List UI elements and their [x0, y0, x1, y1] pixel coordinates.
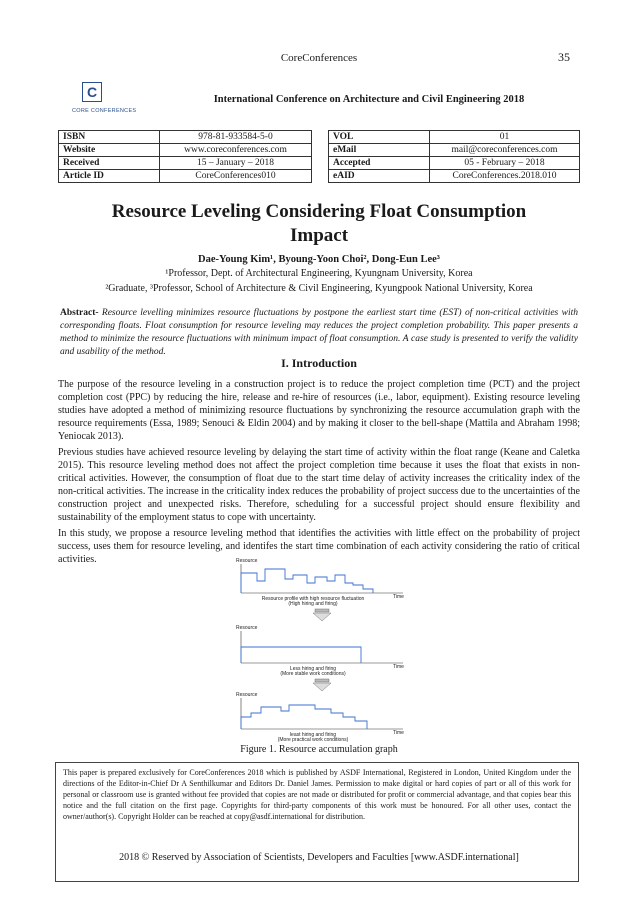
section-heading: I. Introduction — [281, 356, 357, 370]
logo-text: CORE CONFERENCES — [72, 108, 137, 114]
title-line-2: Impact — [289, 225, 349, 246]
panel2-caption2: (More stable work conditions) — [280, 671, 346, 677]
table-row: Website www.coreconferences.com — [59, 144, 312, 157]
table-row: Article ID CoreConferences010 — [59, 170, 312, 183]
paragraph-2: Previous studies have achieved resource leveling by delaying the start time of activity within the float range (Keane and Caletka 2015). This resource leveling method does not affect the project completion time because it uses the float that exists in non-critical activities. However, the consumption of float due to the start time delay of activity increases the criticality index of the non-critical activities. The increase in the criticality index reduces the probability of project success due to the uncertainties of the construction project and unexpected risks. Therefore, scheduling for a successful project should ensure flexibility and sustainability of the employment status to cope with uncertainty. — [58, 447, 580, 523]
copyright-line: 2018 © Reserved by Association of Scientists, Developers and Faculties [www.ASDF.international] — [119, 852, 519, 863]
panel2-profile-line — [241, 647, 361, 663]
down-arrow-icon — [313, 679, 331, 691]
panel2-caption1: Less hiring and firing — [289, 666, 337, 672]
table-row: Accepted 05 - February – 2018 — [329, 157, 580, 170]
table-row: eMail mail@coreconferences.com — [329, 144, 580, 157]
panel3-profile-line — [241, 705, 367, 729]
panel1-xlabel: Time — [393, 594, 404, 600]
paper-title — [60, 200, 578, 248]
panel1-profile-line — [241, 569, 373, 593]
down-arrow-icon — [313, 609, 331, 621]
table-row: ISBN 978-81-933584-5-0 — [59, 131, 312, 144]
abstract-text: Resource levelling minimizes resource fluctuations by postpone the earliest start time (EST) of non-critical activities with corresponding floats. Float consumption for resource leveling may reduces the project completion probability. This paper presents a method to minimize the resource fluctuations with minimum impact of float consumption. A case study is presented to verify the validity and usability of the method. — [60, 308, 579, 357]
affiliation-2: ²Graduate, ³Professor, School of Architecture & Civil Engineering, Kyungpook National University, Korea — [105, 283, 533, 294]
meta-table-left — [58, 130, 312, 183]
figure-caption: Figure 1. Resource accumulation graph — [240, 744, 398, 755]
authors: Dae-Young Kim¹, Byoung-Yoon Choi², Dong-Eun Lee³ — [198, 254, 440, 265]
title-line-1: Resource Leveling Considering Float Consumption — [111, 201, 527, 222]
abstract — [60, 307, 578, 359]
abstract-label: Abstract- — [60, 308, 99, 318]
conference-logo: C — [82, 82, 102, 102]
panel1-caption1: Resource profile with high resource fluctuation — [261, 596, 365, 602]
table-row: Received 15 – January – 2018 — [59, 157, 312, 170]
affiliation-1: ¹Professor, Dept. of Architectural Engineering, Kyungnam University, Korea — [165, 268, 473, 279]
page-number: 35 — [558, 50, 570, 64]
panel3-caption2: (More practical work conditions) — [277, 737, 349, 743]
panel3-xlabel: Time — [393, 730, 404, 736]
meta-table-right — [328, 130, 580, 183]
table-row: eAID CoreConferences.2018.010 — [329, 170, 580, 183]
conference-name: International Conference on Architecture and Civil Engineering 2018 — [213, 94, 525, 105]
resource-accumulation-figure — [235, 553, 407, 743]
panel3-ylabel: Resource — [236, 692, 258, 698]
running-title: CoreConferences — [280, 52, 358, 64]
paragraph-1: The purpose of the resource leveling in a construction project is to reduce the project completion time (PCT) and the project completion cost (PPC) by reducing the hire, release and re-hire of resources (i.e., labor, equipment). Existing resource leveling studies have adopted a method of minimizing resource fluctuations by synchronizing the resource accumulation graph with the resource requirements (Essa, 1989; Senouci & Eldin 2004) and by making it closer to the bell-shape (Mattila and Abraham 1998; Yeniocak 2013). — [58, 379, 580, 442]
copyright-notice: This paper is prepared exclusively for CoreConferences 2018 which is published by ASDF International, Registered in London, United Kingdom under the directions of the Editor-in-Chief Dr A Senthilkumar and Editors Dr. Daniel James. Permission to make digital or hard copies of part or all of this work for personal or classroom use is granted without fee provided that copies are not made or distributed for profit or commercial advantage, and that copies bear this notice and the full citation on the first page. Copyrights for third-party components of this work must be honoured. For all other uses, contact the owner/author(s). Copyright Holder can be reached at copy@asdf.international for distribution. — [63, 768, 571, 821]
paragraph-3: In this study, we propose a resource leveling method that identifies the activities with little effect on the probability of project success, uses them for resource leveling, and identifes the start time combination of each activity considering the ratio of critical activities. — [58, 528, 580, 565]
panel2-ylabel: Resource — [236, 625, 258, 631]
panel1-ylabel: Resource — [236, 558, 258, 564]
panel2-xlabel: Time — [393, 664, 404, 670]
table-row: VOL 01 — [329, 131, 580, 144]
panel1-caption2: (High hiring and firing) — [288, 601, 338, 607]
panel3-caption1: least hiring and firing — [289, 732, 337, 738]
